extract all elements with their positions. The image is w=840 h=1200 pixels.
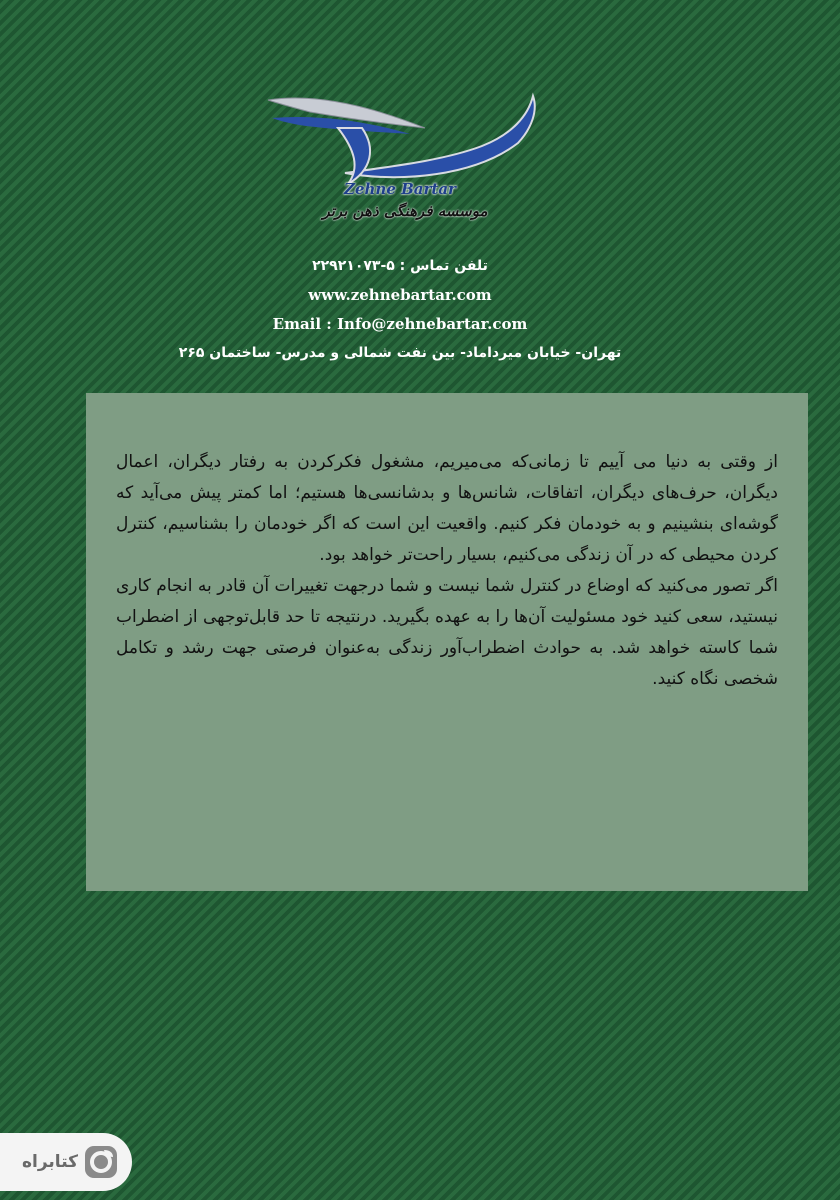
ketabrah-label: کتابراه: [21, 1152, 79, 1172]
contact-address: تهران- خیابان میرداماد- بین نفت شمالی و مدرس- ساختمان ۲۶۵: [178, 345, 622, 361]
description-panel: [86, 393, 808, 891]
zehne-bartar-logo-icon: [250, 88, 550, 188]
contact-info: [120, 252, 680, 368]
logo-latin-name: Zehne Bartar: [344, 180, 456, 198]
ketabrah-logo-icon: [84, 1145, 118, 1179]
description-paragraph-1: از وقتی به دنیا می آییم تا زمانی‌که می‌میریم، مشغول فکرکردن به رفتار دیگران، اعمال دیگران، حرف‌های دیگران، اتفاقات، شانس‌ها و بدشانسی‌ها هستیم؛ اما کمتر پیش می‌آید که گوشه‌ای بنشینیم و به خودمان فکر کنیم. واقعیت این است که اگر خودمان را بشناسیم، کنترل کردن محیطی که در آن زندگی می‌کنیم، بسیار راحت‌تر خواهد بود.: [116, 452, 778, 565]
logo-persian-name: موسسه فرهنگی ذهن برتر: [322, 202, 488, 220]
contact-phone: تلفن تماس : ۵-۲۲۹۲۱۰۷۳: [312, 258, 488, 274]
ketabrah-badge[interactable]: [0, 1133, 132, 1191]
logo-swoosh-lower: [345, 96, 535, 177]
ketabrah-icon-tile: [85, 1146, 117, 1178]
publisher-logo: [250, 88, 550, 238]
contact-email[interactable]: Email : Info@zehnebartar.com: [272, 315, 528, 333]
contact-website[interactable]: www.zehnebartar.com: [308, 286, 492, 304]
description-paragraph-2: اگر تصور می‌کنید که اوضاع در کنترل شما نیست و شما درجهت تغییرات آن قادر به انجام کاری نیستید، سعی کنید خود مسئولیت آن‌ها را به عهده بگیرید. درنتیجه تا حد قابل‌توجهی از اضطراب شما کاسته خواهد شد. به حوادث اضطراب‌آور زندگی به‌عنوان فرصتی جهت رشد و تکامل شخصی نگاه کنید.: [116, 576, 778, 689]
